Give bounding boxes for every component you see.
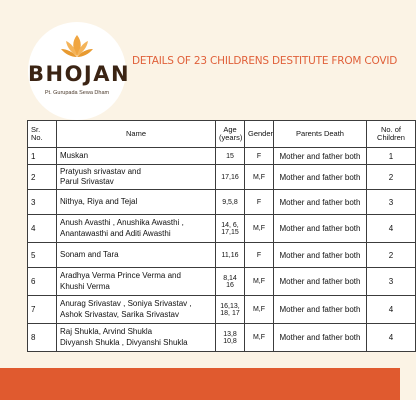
cell-no-of-children: 4 (367, 215, 416, 243)
cell-name (57, 324, 216, 352)
cell-name-line: Khushi Verma (60, 281, 110, 291)
cell-gender: M,F (245, 165, 274, 190)
header-age: Age (years) (216, 121, 245, 148)
cell-name-line: Anush Avasthi , Anushika Awasthi , (60, 218, 184, 228)
cell-parents-death: Mother and father both (274, 268, 367, 296)
cell-age (216, 148, 245, 165)
lotus-icon (60, 34, 94, 60)
logo-subtitle: Pt. Gurupada Sewa Dham (44, 90, 110, 96)
cell-name-line: Anantawasthi and Aditi Awasthi (60, 228, 171, 238)
cell-parents-death: Mother and father both (274, 243, 367, 268)
table-row (28, 243, 416, 268)
cell-age (216, 324, 245, 352)
cell-no-of-children: 3 (367, 268, 416, 296)
header-parents-death: Parents Death (274, 121, 367, 148)
cell-age (216, 190, 245, 215)
cell-name (57, 165, 216, 190)
cell-age-line: 10,8 (223, 337, 237, 345)
cell-age (216, 243, 245, 268)
logo-name: BHOJAN (28, 62, 131, 86)
cell-name-line: Raj Shukla, Arvind Shukla (60, 327, 153, 337)
cell-sr-no: 6 (28, 268, 57, 296)
cell-name (57, 215, 216, 243)
logo (28, 22, 131, 120)
cell-name-line: Divyansh Shukla , Divyanshi Shukla (60, 337, 188, 347)
cell-age-line: 13,8 (223, 330, 237, 338)
cell-name (57, 268, 216, 296)
cell-age-line: 16 (226, 281, 234, 289)
cell-gender: M,F (245, 324, 274, 352)
cell-sr-no: 8 (28, 324, 57, 352)
cell-age (216, 215, 245, 243)
table-header-row (28, 121, 416, 148)
header-gender: Gender (245, 121, 274, 148)
cell-name-line: Aradhya Verma Prince Verma and (60, 271, 181, 281)
table-body (28, 148, 416, 352)
table-row (28, 165, 416, 190)
cell-sr-no: 1 (28, 148, 57, 165)
cell-name-line: Ashok Srivastav, Sarika Srivastav (60, 309, 180, 319)
cell-parents-death: Mother and father both (274, 148, 367, 165)
cell-name (57, 243, 216, 268)
header-name: Name (57, 121, 216, 148)
cell-parents-death: Mother and father both (274, 165, 367, 190)
table-row (28, 296, 416, 324)
table-row (28, 190, 416, 215)
cell-parents-death: Mother and father both (274, 215, 367, 243)
cell-name (57, 190, 216, 215)
cell-parents-death: Mother and father both (274, 324, 367, 352)
cell-gender: M,F (245, 268, 274, 296)
table-row (28, 148, 416, 165)
table-row (28, 215, 416, 243)
cell-name (57, 148, 216, 165)
cell-age (216, 268, 245, 296)
cell-gender: F (245, 148, 274, 165)
cell-age-line: 17,15 (221, 228, 239, 236)
cell-gender: M,F (245, 215, 274, 243)
cell-age-line: 11,16 (221, 251, 239, 259)
cell-name-line: Nithya, Riya and Tejal (60, 196, 138, 206)
cell-sr-no: 5 (28, 243, 57, 268)
header-sr-no: Sr. No. (28, 121, 57, 148)
cell-sr-no: 4 (28, 215, 57, 243)
cell-no-of-children: 3 (367, 190, 416, 215)
cell-parents-death: Mother and father both (274, 190, 367, 215)
cell-age-line: 14, 6, (221, 221, 239, 229)
cell-name-line: Muskan (60, 150, 89, 160)
cell-age-line: 9,5,8 (222, 198, 238, 206)
cell-name-line: Parul Srivastav (60, 177, 114, 186)
cell-no-of-children: 4 (367, 324, 416, 352)
cell-gender: M,F (245, 296, 274, 324)
cell-no-of-children: 4 (367, 296, 416, 324)
cell-name-line: Anurag Srivastav , Soniya Srivastav , (60, 299, 192, 309)
cell-gender: F (245, 190, 274, 215)
cell-gender: F (245, 243, 274, 268)
cell-age-line: 16,13, (220, 302, 240, 310)
children-table (27, 120, 416, 352)
cell-no-of-children: 2 (367, 243, 416, 268)
page-title: DETAILS OF 23 CHILDRENS DESTITUTE FROM COVID (132, 55, 398, 67)
cell-name (57, 296, 216, 324)
header-no-of-children: No. of Children (367, 121, 416, 148)
cell-no-of-children: 1 (367, 148, 416, 165)
cell-age-line: 15 (226, 152, 234, 160)
cell-sr-no: 3 (28, 190, 57, 215)
cell-age (216, 296, 245, 324)
table-row (28, 268, 416, 296)
cell-age (216, 165, 245, 190)
cell-sr-no: 2 (28, 165, 57, 190)
cell-sr-no: 7 (28, 296, 57, 324)
cell-no-of-children: 2 (367, 165, 416, 190)
table-row (28, 324, 416, 352)
cell-name-line: Pratyush srivastav and (60, 166, 141, 176)
cell-age-line: 8,14 (223, 274, 237, 282)
cell-age-line: 18, 17 (220, 309, 240, 317)
cell-parents-death: Mother and father both (274, 296, 367, 324)
cell-age-line: 17,16 (221, 173, 239, 181)
cell-name-line: Sonam and Tara (60, 249, 119, 259)
footer-band (0, 368, 400, 400)
